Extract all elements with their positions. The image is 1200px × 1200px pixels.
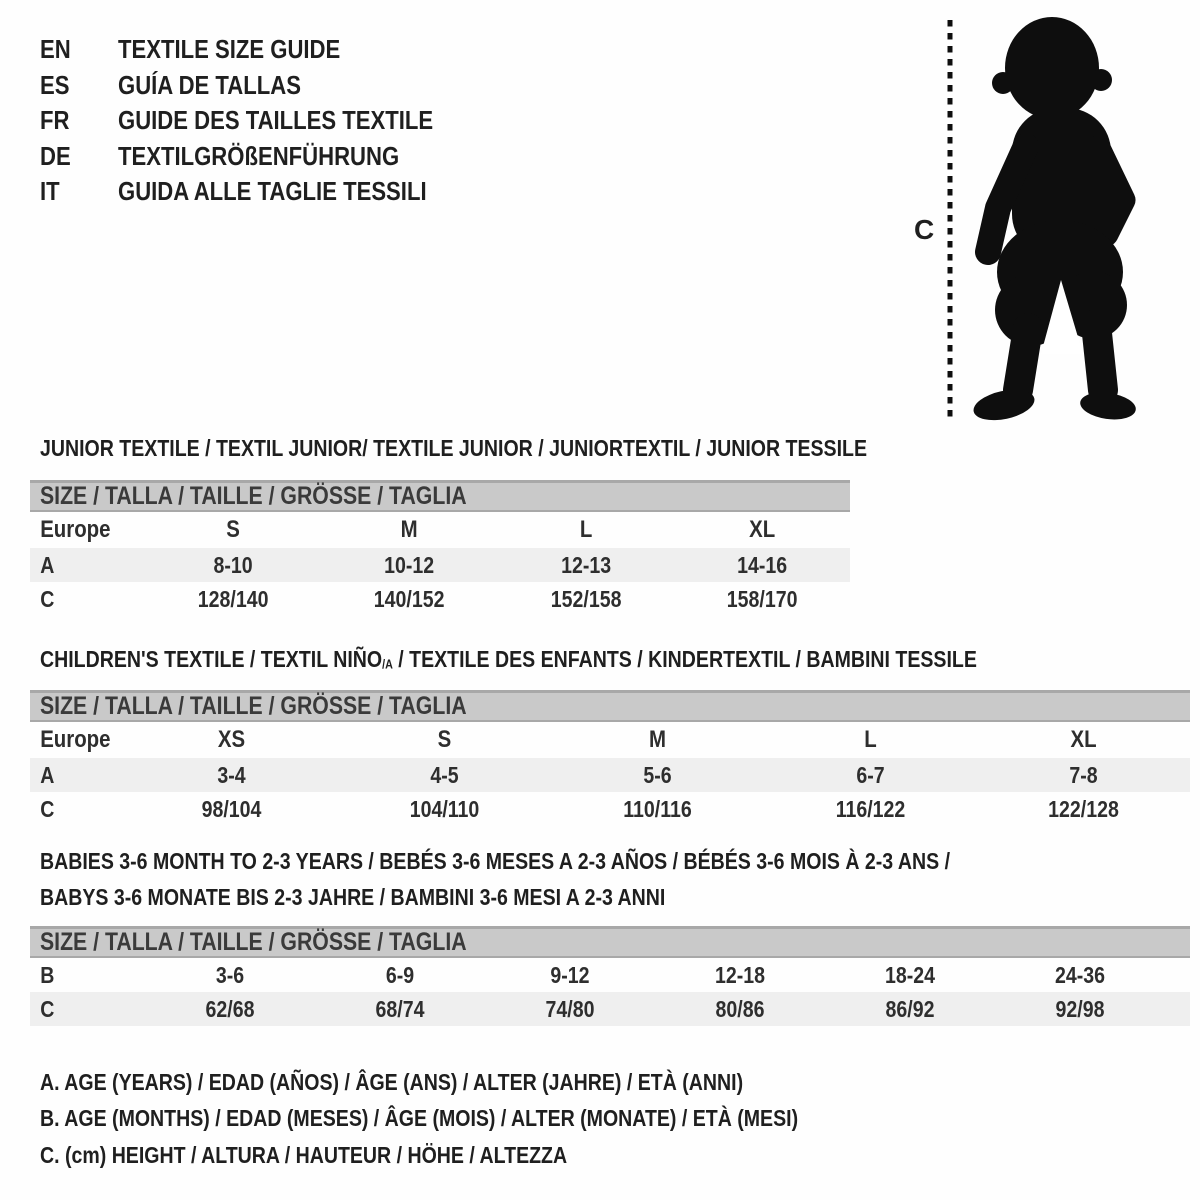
language-row xyxy=(40,68,489,104)
table-row-months xyxy=(30,958,1190,992)
table-cell: 7-8 xyxy=(1069,761,1098,788)
table-cell: 5-6 xyxy=(643,761,672,788)
table-cell: 128/140 xyxy=(197,585,269,612)
language-header xyxy=(40,32,489,210)
table-cell: 9-12 xyxy=(550,961,590,988)
table-cell: 14-16 xyxy=(736,551,787,578)
size-header-label: SIZE / TALLA / TAILLE / GRÖSSE / TAGLIA xyxy=(40,928,467,956)
table-cell: 3-6 xyxy=(215,961,245,988)
table-row-age xyxy=(30,548,850,582)
size-header-label: SIZE / TALLA / TAILLE / GRÖSSE / TAGLIA xyxy=(40,692,467,720)
table-cell: 18-24 xyxy=(884,961,935,988)
language-row xyxy=(40,139,489,175)
guide-title-en: TEXTILE SIZE GUIDE xyxy=(118,34,341,65)
table-cell: 62/68 xyxy=(205,995,255,1022)
table-cell: 92/98 xyxy=(1055,995,1105,1022)
language-code: EN xyxy=(40,34,71,65)
footnotes xyxy=(40,1064,932,1174)
table-cell: 140/152 xyxy=(374,585,445,612)
toddler-head xyxy=(992,17,1112,119)
guide-title-de: TEXTILGRÖßENFÜHRUNG xyxy=(118,140,400,171)
row-label: C xyxy=(40,795,55,822)
babies-size-table xyxy=(30,926,1190,1026)
guide-title-es: GUÍA DE TALLAS xyxy=(118,69,301,100)
table-cell: 98/104 xyxy=(201,795,262,822)
junior-size-table xyxy=(30,480,850,616)
table-cell: 110/116 xyxy=(623,795,692,822)
language-row xyxy=(40,174,489,210)
height-measure-label: C xyxy=(914,214,935,245)
table-cell: 3-4 xyxy=(217,761,246,788)
section-title-junior: JUNIOR TEXTILE / TEXTIL JUNIOR/ TEXTILE JUNIOR / JUNIORTEXTIL / JUNIOR TESSILE xyxy=(40,435,868,461)
table-cell: 24-36 xyxy=(1054,961,1105,988)
language-code: DE xyxy=(40,140,71,171)
row-label: C xyxy=(40,585,55,612)
language-row xyxy=(40,32,489,68)
table-cell: 116/122 xyxy=(835,795,906,822)
table-cell: 68/74 xyxy=(375,995,425,1022)
column-header-europe: Europe xyxy=(40,726,111,753)
footnote-b: B. AGE (MONTHS) / EDAD (MESES) / ÂGE (MOIS) / ALTER (MONATE) / ETÀ (MESI) xyxy=(40,1105,799,1132)
table-cell: 80/86 xyxy=(715,995,765,1022)
table-cell: 152/158 xyxy=(550,585,621,612)
footnote-a: A. AGE (YEARS) / EDAD (AÑOS) / ÂGE (ANS) / ALTER (JAHRE) / ETÀ (ANNI) xyxy=(40,1068,744,1095)
language-row xyxy=(40,103,489,139)
language-code: FR xyxy=(40,105,70,136)
size-header-bar xyxy=(30,690,1190,722)
table-cell: 10-12 xyxy=(384,551,435,578)
guide-title-fr: GUIDE DES TAILLES TEXTILE xyxy=(118,105,434,136)
section-title-children: CHILDREN'S TEXTILE / TEXTIL NIÑO/A / TEXTILE DES ENFANTS / KINDERTEXTIL / BAMBINI TESSILE xyxy=(40,646,977,672)
table-header-row xyxy=(30,512,850,548)
size-header-bar xyxy=(30,926,1190,958)
column-header-size: XL xyxy=(748,516,775,543)
column-header-europe: Europe xyxy=(40,516,111,543)
table-row-age xyxy=(30,758,1190,792)
table-row-height xyxy=(30,582,850,616)
column-header-size: XS xyxy=(217,726,246,753)
table-cell: 104/110 xyxy=(409,795,480,822)
table-cell: 6-9 xyxy=(385,961,415,988)
row-label: A xyxy=(40,551,55,578)
size-header-label: SIZE / TALLA / TAILLE / GRÖSSE / TAGLIA xyxy=(40,482,467,510)
guide-title-it: GUIDA ALLE TAGLIE TESSILI xyxy=(118,176,427,207)
table-header-row xyxy=(30,722,1190,758)
table-cell: 74/80 xyxy=(545,995,595,1022)
table-row-height xyxy=(30,992,1190,1026)
column-header-size: S xyxy=(226,516,240,543)
column-header-size: M xyxy=(400,516,418,543)
table-cell: 12-13 xyxy=(560,551,611,578)
language-code: ES xyxy=(40,69,70,100)
table-cell: 122/128 xyxy=(1048,795,1119,822)
children-size-table xyxy=(30,690,1190,826)
size-header-bar xyxy=(30,480,850,512)
table-cell: 158/170 xyxy=(726,585,798,612)
table-cell: 12-18 xyxy=(714,961,765,988)
column-header-size: XL xyxy=(1070,726,1097,753)
table-cell: 6-7 xyxy=(856,761,885,788)
table-row-height xyxy=(30,792,1190,826)
row-label: B xyxy=(40,961,55,988)
toddler-silhouette xyxy=(971,17,1138,425)
row-label: C xyxy=(40,995,55,1022)
baby-figure xyxy=(900,8,1200,428)
table-cell: 86/92 xyxy=(885,995,935,1022)
section-title-babies: BABIES 3-6 MONTH TO 2-3 YEARS / BEBÉS 3-6 MESES A 2-3 AÑOS / BÉBÉS 3-6 MOIS À 2-3 ANS / BABYS 3-6 MONATE BIS 2-3 JAHRE / BAMBINI 3-6 MESI A 2-3 ANNI xyxy=(40,848,951,910)
row-label: A xyxy=(40,761,55,788)
table-cell: 8-10 xyxy=(213,551,253,578)
footnote-c: C. (cm) HEIGHT / ALTURA / HAUTEUR / HÖHE / ALTEZZA xyxy=(40,1141,568,1168)
column-header-size: L xyxy=(579,516,592,543)
table-cell: 4-5 xyxy=(430,761,459,788)
language-code: IT xyxy=(40,176,60,207)
column-header-size: S xyxy=(437,726,452,753)
nino-a-subscript: /A xyxy=(382,657,393,672)
column-header-size: M xyxy=(649,726,666,753)
column-header-size: L xyxy=(864,726,877,753)
